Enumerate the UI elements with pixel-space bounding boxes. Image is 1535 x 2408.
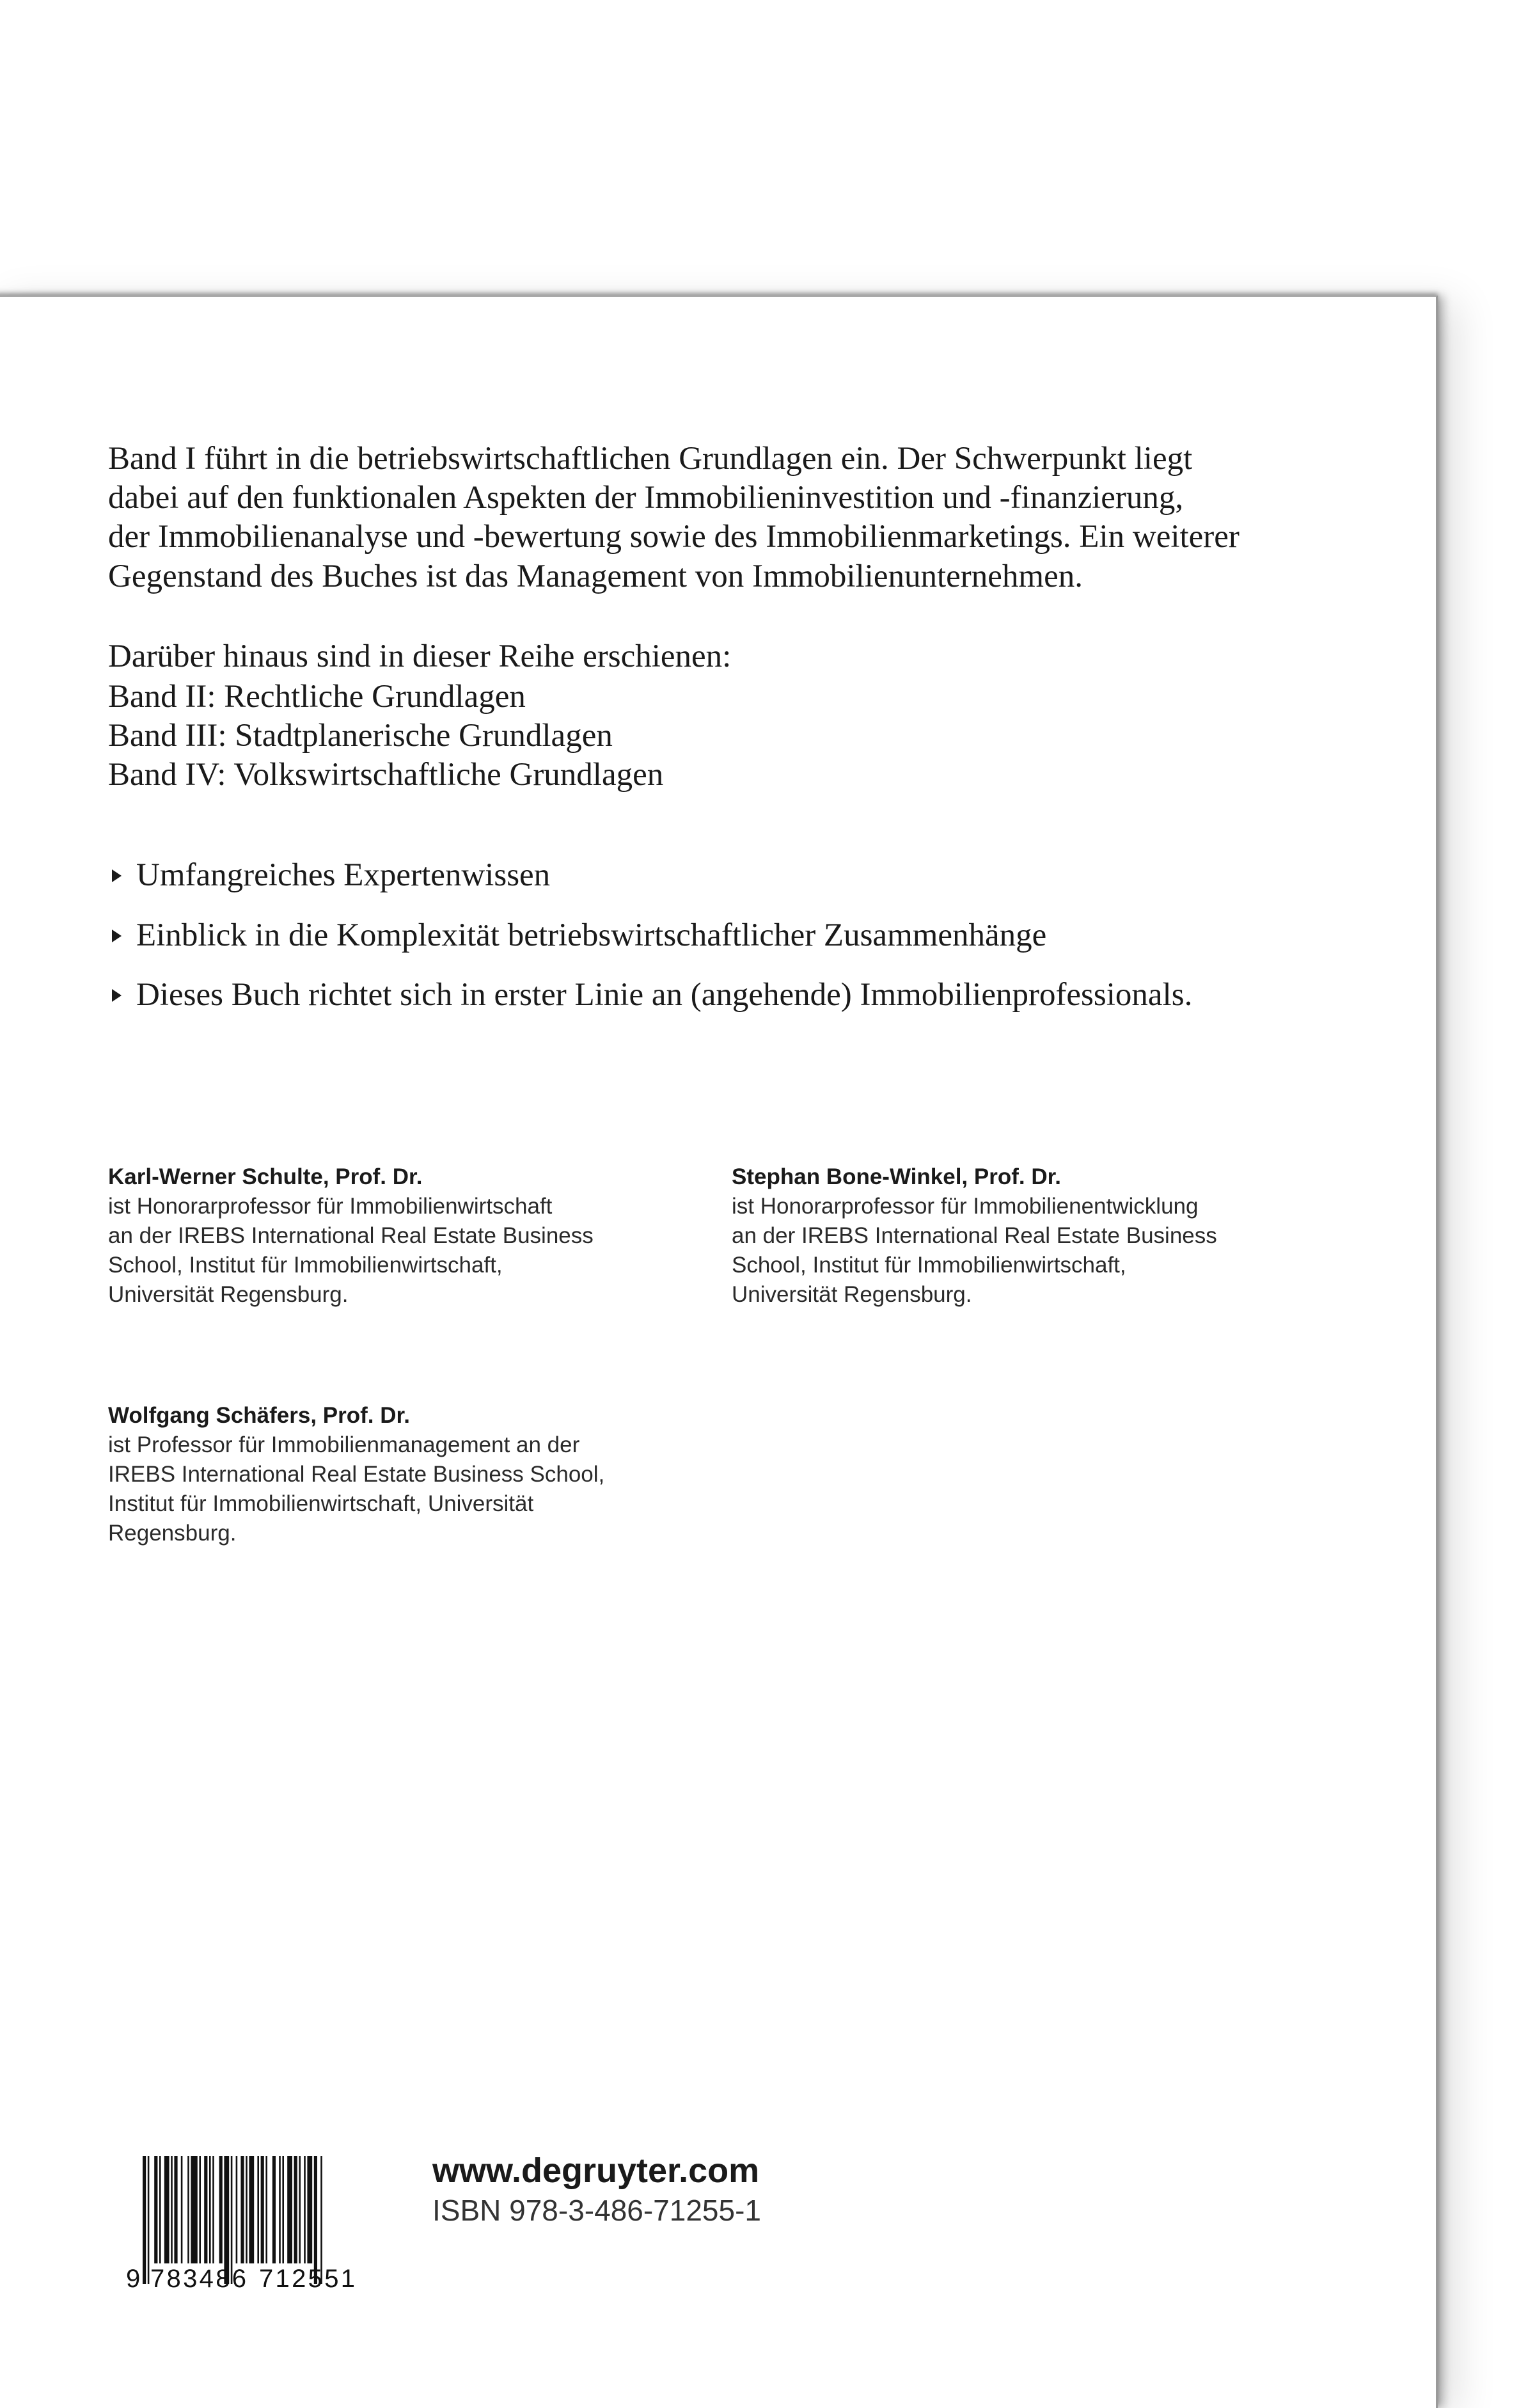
book-back-cover [0, 296, 1438, 2408]
barcode-bar [261, 2156, 264, 2263]
barcode-bar [219, 2156, 223, 2263]
barcode-bar [159, 2156, 161, 2263]
author-bio-line: an der IREBS International Real Estate Business [108, 1223, 594, 1248]
barcode-digits-right: 712551 [259, 2265, 355, 2290]
barcode-bar [257, 2156, 259, 2263]
publisher-website-link[interactable]: www.degruyter.com [432, 2151, 760, 2190]
bullet-item: Umfangreiches Expertenwissen [136, 857, 551, 893]
bullet-item: Einblick in die Komplexität betriebswirtschaftlicher Zusammenhänge [136, 917, 1047, 953]
barcode-bar [187, 2156, 189, 2263]
barcode-bar [307, 2156, 312, 2263]
barcode-bar [143, 2156, 146, 2284]
barcode-bar [209, 2156, 211, 2263]
barcode-digit-lead: 9 [126, 2265, 141, 2290]
barcode-digits-left: 783486 [150, 2265, 246, 2290]
author-bio-line: School, Institut für Immobilienwirtschaft, [108, 1253, 503, 1278]
bullet-triangle-icon [112, 989, 122, 1002]
bullet-item: Dieses Buch richtet sich in erster Linie an (angehende) Immobilienprofessionals. [136, 977, 1193, 1013]
barcode-bar [279, 2156, 281, 2263]
barcode-bar [240, 2156, 244, 2263]
series-volume: Band II: Rechtliche Grundlagen [108, 679, 526, 715]
barcode-bar [174, 2156, 177, 2263]
barcode-bar [249, 2156, 254, 2263]
description-line: der Immobilienanalyse und -bewertung sowie des Immobilienmarketings. Ein weiterer [108, 519, 1240, 555]
series-intro: Darüber hinaus sind in dieser Reihe erschienen: [108, 638, 732, 674]
barcode-bar [246, 2156, 248, 2263]
barcode-bar [287, 2156, 292, 2263]
barcode-bar [164, 2156, 169, 2263]
author-bio-line: Universität Regensburg. [108, 1282, 349, 1307]
barcode-bar [272, 2156, 276, 2263]
author-bio-line: School, Institut für Immobilienwirtschaft, [732, 1253, 1126, 1278]
author-bio-line: IREBS International Real Estate Business School, [108, 1462, 605, 1487]
description-line: dabei auf den funktionalen Aspekten der Immobilieninvestition und -finanzierung, [108, 480, 1184, 516]
barcode-bar [265, 2156, 267, 2263]
barcode-bar [181, 2156, 183, 2263]
bullet-triangle-icon [112, 930, 122, 942]
description-line: Gegenstand des Buches ist das Management von Immobilienunternehmen. [108, 558, 1083, 594]
barcode-bar [299, 2156, 301, 2263]
author-bio-line: Regensburg. [108, 1521, 237, 1546]
barcode-bar [236, 2156, 238, 2263]
author-name: Karl-Werner Schulte, Prof. Dr. [108, 1164, 423, 1189]
series-volume: Band III: Stadtplanerische Grundlagen [108, 718, 613, 754]
author-name: Stephan Bone-Winkel, Prof. Dr. [732, 1164, 1062, 1189]
author-bio-line: Universität Regensburg. [732, 1282, 972, 1307]
author-bio-line: Institut für Immobilienwirtschaft, Universität [108, 1491, 534, 1516]
barcode-bar [204, 2156, 207, 2263]
author-bio-line: ist Professor für Immobilienmanagement an der [108, 1432, 580, 1457]
isbn-number: ISBN 978-3-486-71255-1 [432, 2194, 761, 2227]
barcode-bar [148, 2156, 150, 2284]
author-name: Wolfgang Schäfers, Prof. Dr. [108, 1403, 410, 1428]
author-bio-line: ist Honorarprofessor für Immobilienwirtschaft [108, 1194, 553, 1219]
barcode-bar [191, 2156, 197, 2263]
barcode-bar [304, 2156, 306, 2263]
barcode-bar [294, 2156, 297, 2263]
barcode-bar [154, 2156, 157, 2263]
bullet-triangle-icon [112, 869, 122, 882]
series-volume: Band IV: Volkswirtschaftliche Grundlagen [108, 757, 664, 793]
isbn-barcode [125, 2156, 381, 2290]
barcode-bar [199, 2156, 201, 2263]
barcode-bar [171, 2156, 173, 2263]
author-bio-line: an der IREBS International Real Estate Business [732, 1223, 1217, 1248]
description-line: Band I führt in die betriebswirtschaftlichen Grundlagen ein. Der Schwerpunkt liegt [108, 441, 1193, 477]
barcode-bar [212, 2156, 214, 2263]
author-bio-line: ist Honorarprofessor für Immobilienentwicklung [732, 1194, 1199, 1219]
barcode-bar [282, 2156, 284, 2263]
